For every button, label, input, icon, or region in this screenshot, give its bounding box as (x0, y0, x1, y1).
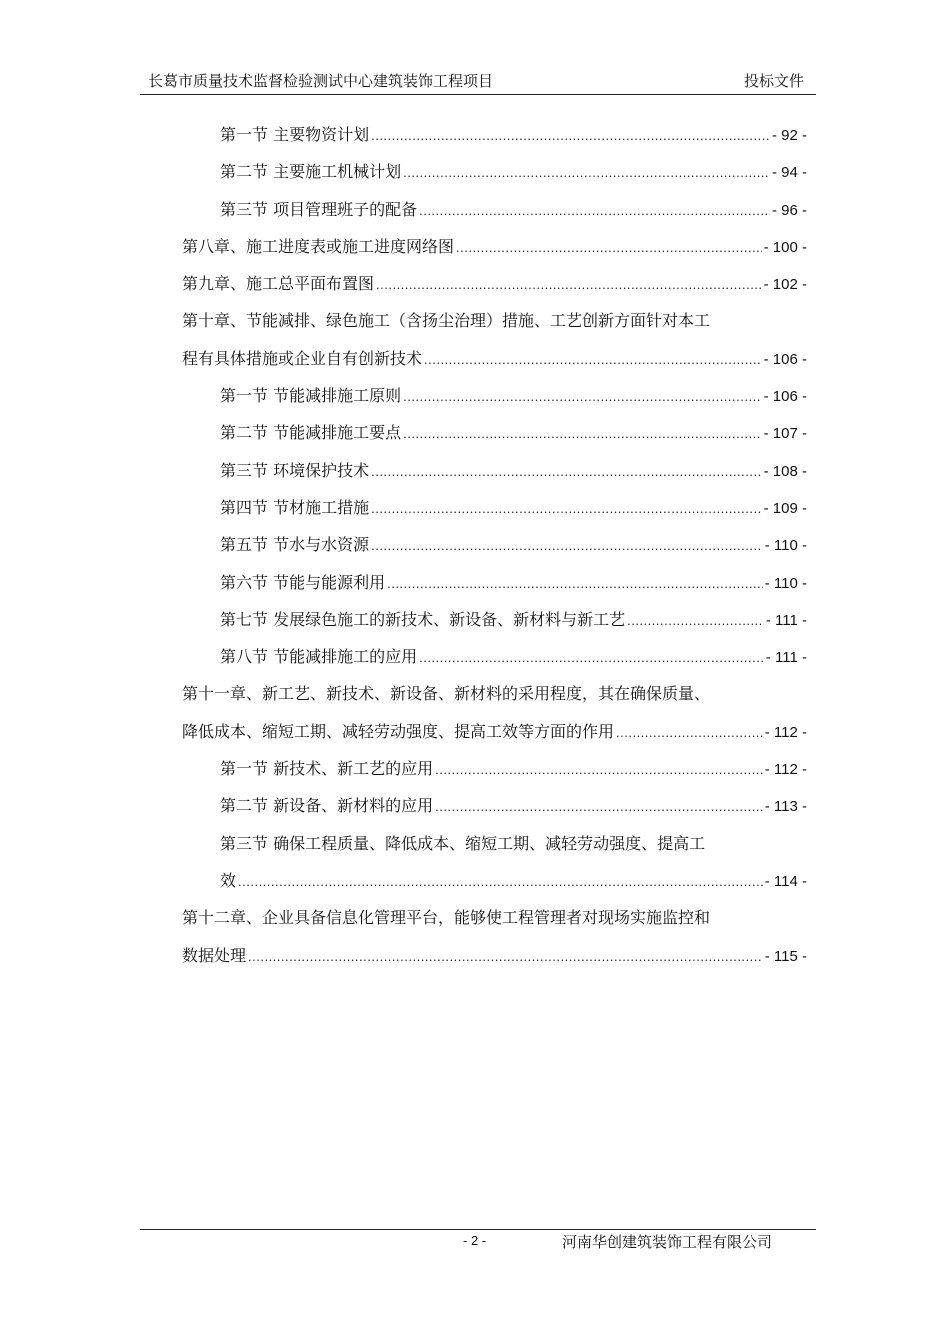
header-project-title: 长葛市质量技术监督检验测试中心建筑装饰工程项目 (148, 72, 494, 90)
toc-entry-page: - 111 - (765, 611, 807, 629)
toc-entry-title: 第二节 新设备、新材料的应用 (220, 796, 434, 816)
toc-entry[interactable] (182, 153, 807, 190)
toc-entry-page: - 110 - (764, 537, 807, 555)
toc-entry[interactable] (182, 937, 807, 974)
toc-leader-dots (376, 266, 762, 303)
toc-leader-dots (435, 788, 763, 825)
toc-entry-first-line[interactable] (182, 825, 807, 862)
toc-leader-dots (371, 453, 762, 490)
toc-entry-title: 程有具体措施或企业自有创新技术 (182, 348, 423, 368)
toc-entry-page: - 111 - (765, 649, 807, 667)
toc-entry[interactable] (182, 452, 807, 489)
toc-entry-title: 第十章、节能减排、绿色施工（含扬尘治理）措施、工艺创新方面针对本工 (182, 311, 711, 331)
toc-entry-page: - 92 - (771, 127, 807, 144)
toc-entry-page: - 100 - (763, 238, 807, 256)
toc-entry-title: 第十二章、企业具备信息化管理平台，能够使工程管理者对现场实施监控和 (182, 908, 711, 928)
toc-entry-title: 第一节 节能减排施工原则 (220, 386, 402, 406)
toc-entry-page: - 115 - (764, 947, 807, 965)
toc-entry[interactable] (182, 191, 807, 228)
toc-entry-page: - 109 - (763, 499, 807, 517)
toc-entry[interactable] (182, 489, 807, 526)
toc-leader-dots (238, 863, 763, 900)
toc-leader-dots (387, 565, 763, 602)
toc-entry-first-line[interactable] (182, 675, 807, 712)
toc-entry-title: 第十一章、新工艺、新技术、新设备、新材料的采用程度，其在确保质量、 (182, 684, 711, 704)
toc-entry-title: 第三节 项目管理班子的配备 (220, 199, 418, 219)
toc-entry[interactable] (182, 116, 807, 153)
toc-entry-title: 第一节 新技术、新工艺的应用 (220, 759, 434, 779)
table-of-contents (182, 116, 807, 974)
toc-leader-dots (403, 415, 762, 452)
toc-entry[interactable] (182, 787, 807, 824)
toc-entry[interactable] (182, 750, 807, 787)
toc-entry-page: - 108 - (763, 462, 807, 480)
toc-entry-title: 第五节 节水与水资源 (220, 535, 370, 555)
toc-entry[interactable] (182, 601, 807, 638)
toc-entry-title: 第三节 确保工程质量、降低成本、缩短工期、减轻劳动强度、提高工 (220, 833, 706, 853)
toc-entry[interactable] (182, 340, 807, 377)
toc-entry-first-line[interactable] (182, 302, 807, 339)
toc-leader-dots (435, 751, 763, 788)
toc-entry-page: - 114 - (764, 872, 807, 890)
toc-entry-page: - 107 - (763, 425, 807, 443)
toc-leader-dots (627, 602, 764, 639)
toc-entry[interactable] (182, 713, 807, 750)
toc-leader-dots (419, 639, 764, 676)
toc-entry-title: 第三节 环境保护技术 (220, 460, 370, 480)
toc-entry-title: 第六节 节能与能源利用 (220, 572, 386, 592)
toc-leader-dots (403, 154, 770, 191)
toc-leader-dots (419, 192, 770, 229)
toc-entry[interactable] (182, 377, 807, 414)
toc-entry[interactable] (182, 414, 807, 451)
toc-leader-dots (248, 938, 763, 975)
toc-entry[interactable] (182, 862, 807, 899)
toc-entry-title: 第一节 主要物资计划 (220, 125, 370, 144)
toc-entry-title: 第九章、施工总平面布置图 (182, 274, 375, 294)
toc-entry-page: - 112 - (764, 761, 807, 779)
toc-entry-title: 效 (220, 870, 237, 890)
toc-leader-dots (371, 490, 762, 527)
toc-leader-dots (371, 117, 770, 154)
toc-entry-page: - 106 - (763, 350, 807, 368)
toc-entry[interactable] (182, 638, 807, 675)
toc-entry-page: - 112 - (764, 723, 807, 741)
toc-entry[interactable] (182, 526, 807, 563)
toc-entry[interactable] (182, 564, 807, 601)
header-doc-type: 投标文件 (743, 72, 804, 90)
footer-page-number: - 2 - (463, 1233, 487, 1248)
toc-entry-page: - 113 - (764, 798, 807, 816)
toc-entry-title: 数据处理 (182, 945, 247, 965)
toc-entry-title: 第八章、施工进度表或施工进度网络图 (182, 236, 455, 256)
page-header (140, 70, 816, 95)
toc-entry-page: - 102 - (763, 276, 807, 294)
toc-entry[interactable] (182, 228, 807, 265)
toc-entry-title: 第七节 发展绿色施工的新技术、新设备、新材料与新工艺 (220, 609, 626, 629)
toc-leader-dots (616, 714, 763, 751)
toc-entry-title: 第四节 节材施工措施 (220, 497, 370, 517)
toc-entry[interactable] (182, 265, 807, 302)
toc-entry-page: - 96 - (771, 201, 807, 219)
footer-rule (140, 1229, 816, 1230)
toc-entry-page: - 110 - (764, 574, 807, 592)
footer-company: 河南华创建筑装饰工程有限公司 (562, 1233, 773, 1251)
toc-entry-title: 降低成本、缩短工期、减轻劳动强度、提高工效等方面的作用 (182, 721, 615, 741)
toc-entry-first-line[interactable] (182, 899, 807, 936)
toc-leader-dots (371, 527, 763, 564)
toc-entry-title: 第八节 节能减排施工的应用 (220, 647, 418, 667)
toc-entry-title: 第二节 节能减排施工要点 (220, 423, 402, 443)
toc-leader-dots (456, 229, 762, 266)
toc-entry-title: 第二节 主要施工机械计划 (220, 162, 402, 182)
toc-entry-page: - 106 - (763, 388, 807, 406)
toc-entry-page: - 94 - (771, 164, 807, 182)
toc-leader-dots (424, 341, 762, 378)
toc-leader-dots (403, 378, 762, 415)
